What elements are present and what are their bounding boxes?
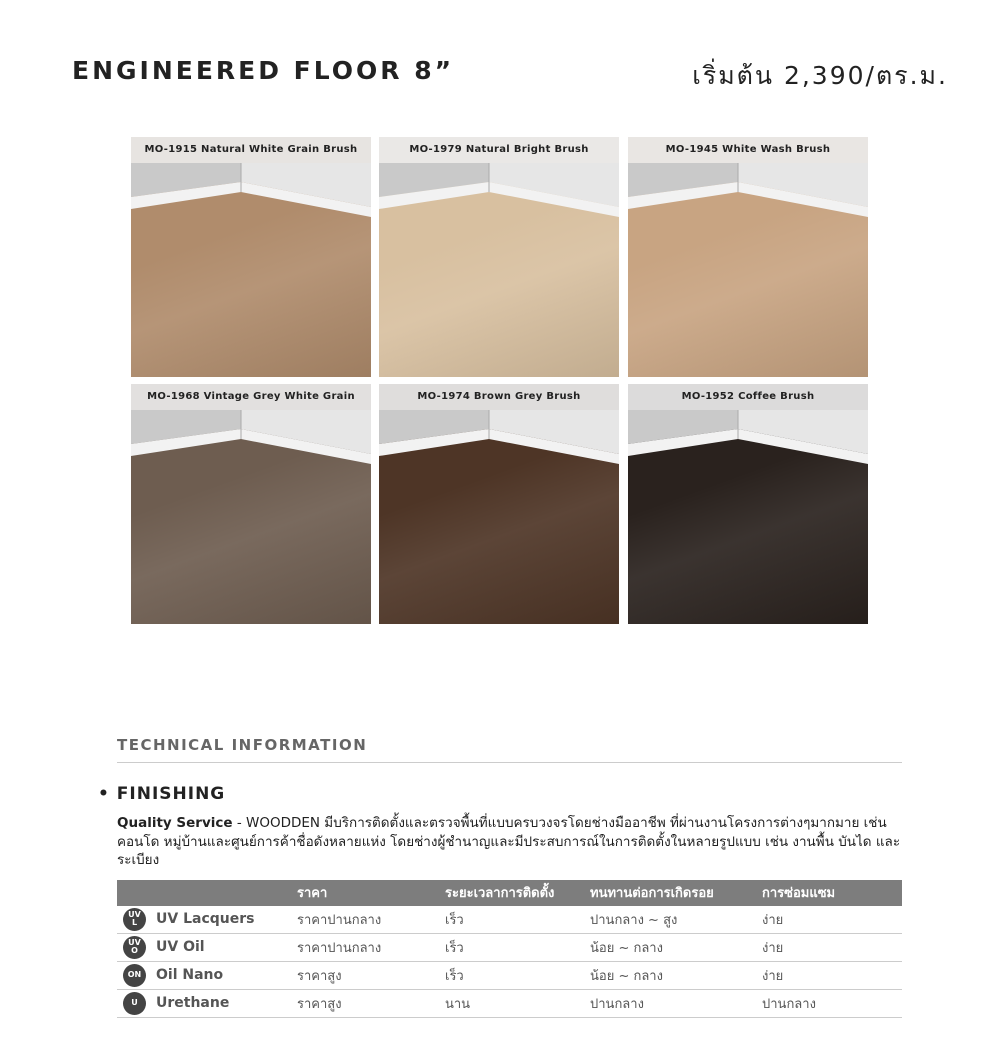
description-text: - WOODDEN มีบริการติดตั้งและตรวจพื้นที่แบบครบวงจรโดยช่างมืออาชีพ ที่ผ่านงานโครงการต่างๆมากมาย เช่น คอนโด หมู่บ้านและศูนย์การค้าชื่อดังหลายแห่ง โดยช่างผู้ชำนาญและมีประสบการณ์ในการติดตั้งในหลายรูปแบบ เช่น งานพื้น บันได และระเบียง [117,815,901,868]
finishing-content [117,814,907,1018]
floor-image [131,137,371,377]
table-cell: เร็ว [445,933,590,961]
table-row [117,961,902,989]
column-header: ราคา [297,880,445,906]
product-tile[interactable] [131,137,371,377]
table-cell: น้อย ~ กลาง [590,961,762,989]
finish-name-cell [117,933,297,961]
table-cell: เร็ว [445,961,590,989]
column-header [117,880,297,906]
table-cell: ง่าย [762,961,902,989]
product-tile[interactable] [131,384,371,624]
column-header: ทนทานต่อการเกิดรอย [590,880,762,906]
section-heading: TECHNICAL INFORMATION [117,736,368,754]
finish-name: UV Lacquers [156,911,255,927]
table-cell: ราคาปานกลาง [297,933,445,961]
product-tile[interactable] [379,137,619,377]
table-cell: น้อย ~ กลาง [590,933,762,961]
finishing-heading: • FINISHING [98,784,226,804]
table-row [117,906,902,934]
floor-image [628,384,868,624]
tile-label: MO-1952 Coffee Brush [628,384,868,410]
finish-name-cell [117,906,297,934]
product-tile[interactable] [628,384,868,624]
table-cell: ปานกลาง ~ สูง [590,906,762,934]
column-header: การซ่อมแซม [762,880,902,906]
finish-name: UV Oil [156,939,205,955]
table-cell: ง่าย [762,933,902,961]
table-cell: ปานกลาง [590,989,762,1017]
tile-label: MO-1979 Natural Bright Brush [379,137,619,163]
price-label: เริ่มต้น 2,390/ตร.ม. [692,61,948,90]
finish-name: Oil Nano [156,967,224,983]
finish-name-cell [117,961,297,989]
finish-badge-icon: UV L [123,908,146,931]
finishing-label: FINISHING [116,784,226,804]
floor-image [379,384,619,624]
table-cell: ปานกลาง [762,989,902,1017]
tile-label: MO-1945 White Wash Brush [628,137,868,163]
table-row [117,933,902,961]
finish-badge-icon: U [123,992,146,1015]
floor-image [628,137,868,377]
finish-name-cell [117,989,297,1017]
tile-label: MO-1968 Vintage Grey White Grain [131,384,371,410]
table-cell: ราคาสูง [297,989,445,1017]
table-header [117,880,902,906]
floor-image [379,137,619,377]
table-cell: นาน [445,989,590,1017]
tile-label: MO-1974 Brown Grey Brush [379,384,619,410]
product-tile[interactable] [628,137,868,377]
product-tile[interactable] [379,384,619,624]
description [117,814,907,870]
table-cell: เร็ว [445,906,590,934]
finish-badge-icon: UV O [123,936,146,959]
table-row [117,989,902,1017]
table-cell: ราคาปานกลาง [297,906,445,934]
column-header: ระยะเวลาการติดตั้ง [445,880,590,906]
table-cell: ราคาสูง [297,961,445,989]
table-cell: ง่าย [762,906,902,934]
divider [117,762,902,763]
finish-badge-icon: ON [123,964,146,987]
description-bold: Quality Service [117,815,233,831]
finish-name: Urethane [156,995,230,1011]
floor-image [131,384,371,624]
page-title: ENGINEERED FLOOR 8” [72,56,455,85]
tile-label: MO-1915 Natural White Grain Brush [131,137,371,163]
finish-table [117,880,902,1018]
